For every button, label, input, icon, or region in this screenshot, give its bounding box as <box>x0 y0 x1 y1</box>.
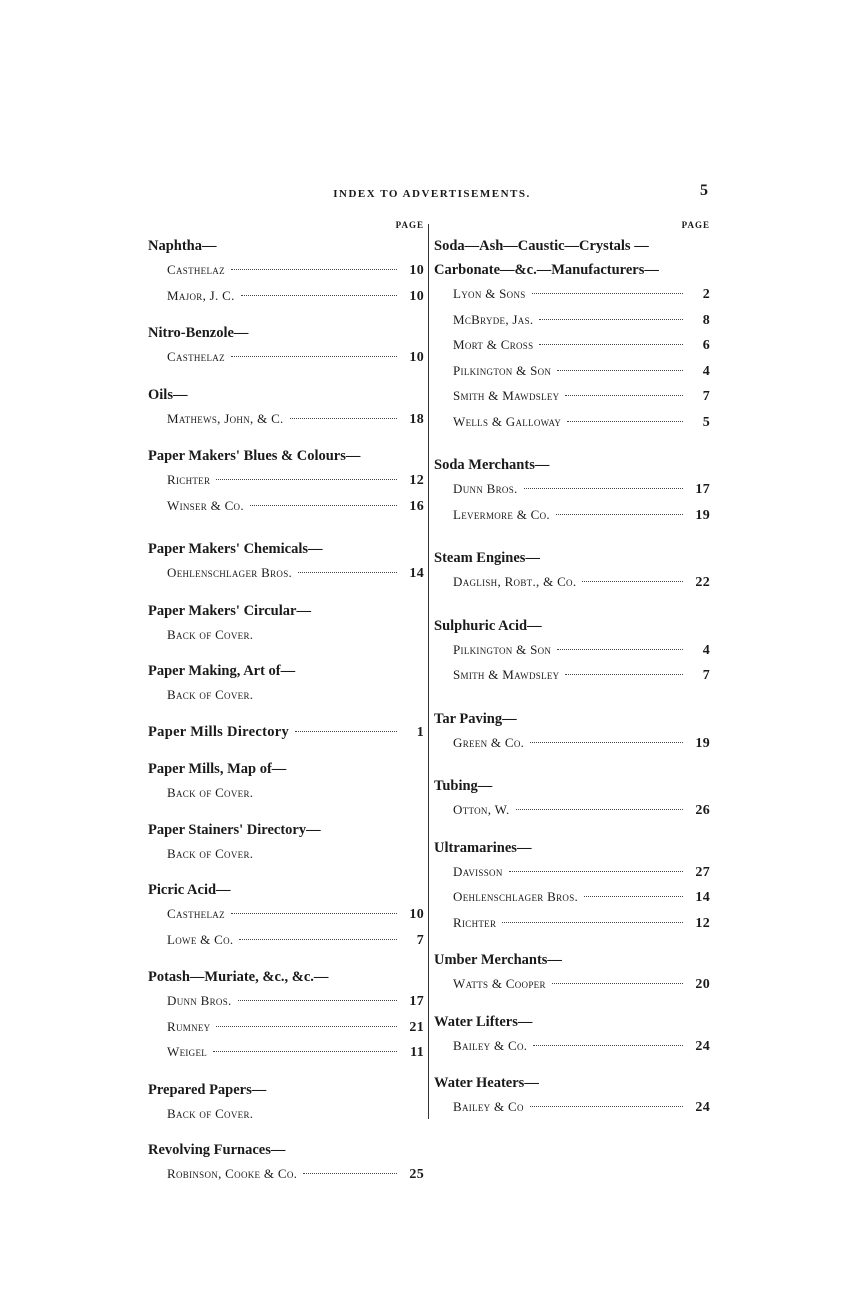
entry-spacer <box>148 432 424 444</box>
page-ref: 12 <box>695 915 710 931</box>
index-entry <box>148 444 424 519</box>
index-heading: Water Lifters— <box>434 1013 533 1030</box>
advertiser-name: Smith & Mawdsley <box>453 667 560 682</box>
index-heading: Soda—Ash—Caustic—Crystals —Carbonate—&c.—Manufacturers— <box>434 238 659 278</box>
index-item <box>148 683 424 708</box>
dot-leader <box>567 421 683 422</box>
index-item <box>148 468 424 494</box>
index-entry <box>148 818 424 867</box>
index-heading: Paper Stainers' Directory— <box>148 821 321 838</box>
left-column <box>148 220 424 1188</box>
index-item <box>148 345 424 371</box>
advertiser-name: Back of Cover. <box>167 687 254 702</box>
index-entry <box>148 321 424 371</box>
index-item <box>148 989 424 1015</box>
dot-leader <box>239 939 397 940</box>
page-ref: 4 <box>702 363 710 379</box>
dot-leader <box>250 505 397 506</box>
page-ref: 24 <box>695 1038 710 1054</box>
column-divider <box>428 224 429 1119</box>
page-ref: 6 <box>702 338 710 353</box>
advertiser-name: Watts & Cooper <box>453 976 546 991</box>
entry-spacer <box>434 998 710 1010</box>
index-entry <box>148 757 424 806</box>
index-entry <box>148 659 424 708</box>
page-ref: 1 <box>416 724 424 740</box>
index-item <box>148 928 424 954</box>
page-ref: 12 <box>409 473 424 488</box>
index-entry <box>148 234 424 309</box>
index-entry <box>434 774 710 824</box>
index-item <box>148 1040 424 1066</box>
index-item <box>148 1102 424 1127</box>
dot-leader <box>303 1173 397 1174</box>
index-entry <box>434 546 710 596</box>
index-item <box>148 407 424 433</box>
advertiser-name: Green & Co. <box>453 734 525 750</box>
advertiser-name: Lowe & Co. <box>167 931 234 947</box>
advertiser-name: Otton, W. <box>453 802 510 817</box>
index-heading: Naphtha— <box>148 238 217 254</box>
index-item <box>148 1015 424 1041</box>
index-heading: Sulphuric Acid— <box>434 617 542 634</box>
entry-spacer <box>434 689 710 707</box>
index-entry <box>148 599 424 648</box>
dot-leader <box>298 572 397 573</box>
entry-spacer <box>434 528 710 546</box>
page-ref: 5 <box>702 414 710 430</box>
index-item <box>434 359 710 385</box>
index-entry <box>434 614 710 689</box>
page-ref: 7 <box>702 668 710 683</box>
advertiser-name: Bailey & Co <box>453 1099 524 1114</box>
entry-spacer <box>148 309 424 321</box>
index-item <box>434 911 710 937</box>
index-heading: Paper Making, Art of— <box>148 663 296 679</box>
advertiser-name: Back of Cover. <box>167 785 254 800</box>
page-ref: 10 <box>409 350 424 365</box>
advertiser-name: Bailey & Co. <box>453 1037 528 1053</box>
dot-leader <box>532 293 683 294</box>
index-heading: Revolving Furnaces— <box>148 1142 286 1158</box>
page-title: INDEX TO ADVERTISEMENTS. <box>333 188 531 200</box>
index-entry <box>148 537 424 587</box>
page-column-label: PAGE <box>395 220 424 230</box>
advertiser-name: Weigel <box>167 1044 208 1059</box>
dot-leader <box>295 731 397 732</box>
page-ref: 11 <box>410 1045 424 1060</box>
page-ref: 19 <box>695 735 710 751</box>
index-heading: Steam Engines— <box>434 550 540 566</box>
index-heading-row <box>148 720 424 746</box>
advertiser-name: Back of Cover. <box>167 845 254 861</box>
index-heading: Tar Paving— <box>434 710 517 727</box>
page-ref: 26 <box>695 803 710 818</box>
index-heading: Potash—Muriate, &c., &c.— <box>148 969 329 985</box>
index-item <box>434 410 710 436</box>
index-item <box>434 384 710 410</box>
dot-leader <box>530 1106 683 1107</box>
index-item <box>434 731 710 757</box>
dot-leader <box>539 344 683 345</box>
index-entry <box>434 453 710 528</box>
index-entry <box>148 383 424 433</box>
page-ref: 10 <box>409 288 424 304</box>
index-heading: Tubing— <box>434 778 493 794</box>
dot-leader <box>241 295 397 296</box>
index-heading: Paper Mills Directory <box>148 723 290 740</box>
entry-spacer <box>148 371 424 383</box>
advertiser-name: Oehlenschlager Bros. <box>167 565 293 580</box>
index-heading: Picric Acid— <box>148 882 231 898</box>
page-ref: 10 <box>409 907 424 922</box>
page-ref: 14 <box>695 890 710 905</box>
index-item <box>434 333 710 359</box>
entry-spacer <box>434 596 710 614</box>
index-item <box>434 308 710 334</box>
advertiser-name: Back of Cover. <box>167 626 254 642</box>
advertiser-name: Dunn Bros. <box>453 481 518 496</box>
page-ref: 21 <box>409 1019 424 1035</box>
advertiser-name: Richter <box>453 914 497 930</box>
index-item <box>434 860 710 886</box>
dot-leader <box>565 395 683 396</box>
page-ref: 18 <box>409 411 424 427</box>
index-item <box>434 663 710 689</box>
advertiser-name: Pilkington & Son <box>453 362 552 378</box>
index-item <box>434 477 710 503</box>
right-column <box>434 220 710 1121</box>
entry-spacer <box>148 745 424 757</box>
index-entry <box>148 878 424 953</box>
index-heading: Paper Makers' Chemicals— <box>148 541 323 557</box>
index-item <box>148 781 424 806</box>
entry-spacer <box>434 756 710 774</box>
page-column-label: PAGE <box>681 220 710 230</box>
index-item <box>434 1095 710 1121</box>
index-heading: Prepared Papers— <box>148 1081 267 1098</box>
advertiser-name: Daglish, Robt., & Co. <box>453 574 577 589</box>
page-ref: 10 <box>409 263 424 278</box>
dot-leader <box>565 674 683 675</box>
advertiser-name: Davisson <box>453 863 503 879</box>
index-heading: Water Heaters— <box>434 1075 539 1091</box>
page-ref: 17 <box>409 994 424 1009</box>
page-ref: 4 <box>702 642 710 658</box>
dot-leader <box>238 1000 397 1001</box>
index-heading: Umber Merchants— <box>434 952 562 968</box>
index-entry <box>148 965 424 1066</box>
advertiser-name: Major, J. C. <box>167 287 235 303</box>
advertiser-name: Winser & Co. <box>167 497 244 513</box>
advertiser-name: Smith & Mawdsley <box>453 388 560 403</box>
page-ref: 25 <box>409 1167 424 1182</box>
entry-spacer <box>148 1126 424 1138</box>
dot-leader <box>216 1026 397 1027</box>
index-heading: Ultramarines— <box>434 839 532 856</box>
entry-spacer <box>148 519 424 537</box>
page-ref: 7 <box>416 932 424 948</box>
index-entry <box>148 720 424 746</box>
advertiser-name: Levermore & Co. <box>453 506 550 522</box>
index-entry <box>148 1138 424 1188</box>
index-entry <box>434 234 710 435</box>
entry-spacer <box>434 936 710 948</box>
index-item <box>434 638 710 664</box>
dot-leader <box>524 488 683 489</box>
advertiser-name: Robinson, Cooke & Co. <box>167 1166 298 1181</box>
advertiser-name: Richter <box>167 472 211 487</box>
entry-spacer <box>148 1066 424 1078</box>
dot-leader <box>530 742 683 743</box>
page-ref: 19 <box>695 507 710 523</box>
page-ref: 16 <box>409 498 424 514</box>
page-ref: 17 <box>695 482 710 497</box>
index-item <box>434 503 710 529</box>
page-ref: 7 <box>702 389 710 404</box>
dot-leader <box>533 1045 683 1046</box>
index-entry <box>148 1078 424 1127</box>
index-entry <box>434 1071 710 1121</box>
index-entry <box>434 707 710 757</box>
entry-spacer <box>148 866 424 878</box>
index-heading: Paper Mills, Map of— <box>148 761 287 777</box>
index-heading: Soda Merchants— <box>434 457 550 473</box>
page-ref: 20 <box>695 977 710 992</box>
index-item <box>148 258 424 284</box>
dot-leader <box>231 269 397 270</box>
advertiser-name: Oehlenschlager Bros. <box>453 889 579 904</box>
dot-leader <box>557 370 683 371</box>
advertiser-name: Lyon & Sons <box>453 286 526 301</box>
dot-leader <box>539 319 683 320</box>
dot-leader <box>557 649 683 650</box>
index-heading: Paper Makers' Blues & Colours— <box>148 448 361 464</box>
advertiser-name: Casthelaz <box>167 262 225 277</box>
index-item <box>148 842 424 867</box>
index-item <box>434 282 710 308</box>
index-item <box>434 798 710 824</box>
page-ref: 24 <box>695 1100 710 1115</box>
index-entry <box>434 948 710 998</box>
page-ref: 27 <box>695 864 710 880</box>
entry-spacer <box>148 953 424 965</box>
dot-leader <box>502 922 683 923</box>
index-heading: Nitro-Benzole— <box>148 325 249 341</box>
advertiser-name: Dunn Bros. <box>167 993 232 1008</box>
index-entry <box>434 836 710 937</box>
advertiser-name: McBryde, Jas. <box>453 311 534 327</box>
entry-spacer <box>434 1059 710 1071</box>
dot-leader <box>231 913 397 914</box>
dot-leader <box>582 581 683 582</box>
entry-spacer <box>148 806 424 818</box>
advertiser-name: Wells & Galloway <box>453 413 562 429</box>
dot-leader <box>516 809 683 810</box>
advertiser-name: Pilkington & Son <box>453 641 552 657</box>
advertiser-name: Back of Cover. <box>167 1105 254 1121</box>
index-item <box>434 885 710 911</box>
dot-leader <box>213 1051 397 1052</box>
page-ref: 22 <box>695 575 710 590</box>
entry-spacer <box>434 435 710 453</box>
dot-leader <box>231 356 397 357</box>
index-item <box>434 570 710 596</box>
index-item <box>434 972 710 998</box>
dot-leader <box>556 514 683 515</box>
index-heading: Paper Makers' Circular— <box>148 602 311 619</box>
advertiser-name: Rumney <box>167 1018 211 1034</box>
entry-spacer <box>148 708 424 720</box>
dot-leader <box>509 871 683 872</box>
index-entry <box>434 1010 710 1060</box>
advertiser-name: Mathews, John, & C. <box>167 410 284 426</box>
page-ref: 2 <box>702 287 710 302</box>
index-item <box>434 1034 710 1060</box>
index-item <box>148 623 424 648</box>
index-item <box>148 494 424 520</box>
index-item <box>148 902 424 928</box>
advertiser-name: Casthelaz <box>167 349 225 364</box>
page-ref: 14 <box>409 566 424 581</box>
page-ref: 8 <box>702 312 710 328</box>
dot-leader <box>552 983 683 984</box>
entry-spacer <box>148 647 424 659</box>
dot-leader <box>584 896 683 897</box>
index-item <box>148 561 424 587</box>
page-number: 5 <box>700 182 708 199</box>
advertiser-name: Casthelaz <box>167 906 225 921</box>
entry-spacer <box>434 824 710 836</box>
index-heading: Oils— <box>148 386 188 403</box>
dot-leader <box>290 418 397 419</box>
index-item <box>148 284 424 310</box>
dot-leader <box>216 479 397 480</box>
entry-spacer <box>148 587 424 599</box>
index-item <box>148 1162 424 1188</box>
advertiser-name: Mort & Cross <box>453 337 534 352</box>
